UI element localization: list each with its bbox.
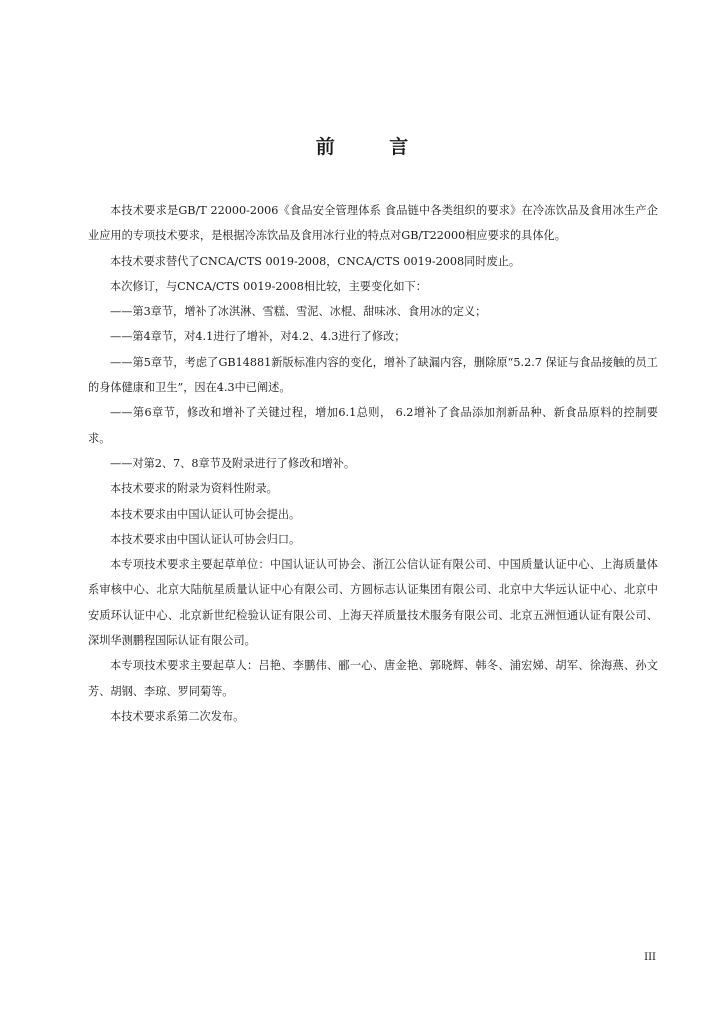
paragraph-proposed-by: 本技术要求由中国认证认可协会提出。 [110,507,301,521]
page-title: 前 言 [315,136,433,158]
paragraph-revision-intro: 本次修订，与CNCA/CTS 0019-2008相比较，主要变化如下： [110,279,427,293]
paragraph-scope: 本技术要求是GB/T 22000-2006《食品安全管理体系 食品链中各类组织的要求》在冷冻饮品及食用冰生产企业应用的专项技术要求，是根据冷冻饮品及食用冰行业的特点对GB/T22000相应要求的具体化。 [88,204,658,243]
paragraph-change-chapter-3: ——第3章节，增补了冰淇淋、雪糕、雪泥、冰棍、甜味冰、食用冰的定义； [110,305,487,319]
paragraph-drafters: 本专项技术要求主要起草人：吕艳、李鹏伟、郦一心、唐金艳、郭晓辉、韩冬、浦宏娣、胡军、徐海燕、孙文芳、胡钢、李琼、罗同菊等。 [88,659,658,698]
paragraph-supersedes: 本技术要求替代了CNCA/CTS 0019-2008，CNCA/CTS 0019-2008同时废止。 [110,254,521,268]
page-number: III [644,952,656,963]
paragraph-managed-by: 本技术要求由中国认证认可协会归口。 [110,532,301,546]
paragraph-change-chapter-6: ——第6章节，修改和增补了关键过程，增加6.1总则， 6.2增补了食品添加剂新品种、新食品原料的控制要求。 [88,406,658,445]
paragraph-change-chapter-5: ——第5章节，考虑了GB14881新版标准内容的变化，增补了缺漏内容，删除原“5.2.7 保证与食品接触的员工的身体健康和卫生”，因在4.3中已阐述。 [88,355,658,395]
foreword-body [88,198,658,729]
paragraph-change-other-chapters: ——对第2、7、8章节及附录进行了修改和增补。 [110,456,356,470]
paragraph-change-chapter-4: ——第4章节，对4.1进行了增补，对4.2、4.3进行了修改； [110,330,406,344]
paragraph-appendix: 本技术要求的附录为资料性附录。 [110,482,278,496]
paragraph-drafting-units: 本专项技术要求主要起草单位：中国认证认可协会、浙江公信认证有限公司、中国质量认证中心、上海质量体系审核中心、北京大陆航星质量认证中心有限公司、方圆标志认证集团有限公司、北京中大华远认证中心、北京中安质环认证中心、北京新世纪检验认证有限公司、上海天祥质量技术服务有限公司、北京五洲恒通认证有限公司、深圳华测鹏程国际认证有限公司。 [88,558,658,648]
paragraph-issue: 本技术要求系第二次发布。 [110,709,245,723]
